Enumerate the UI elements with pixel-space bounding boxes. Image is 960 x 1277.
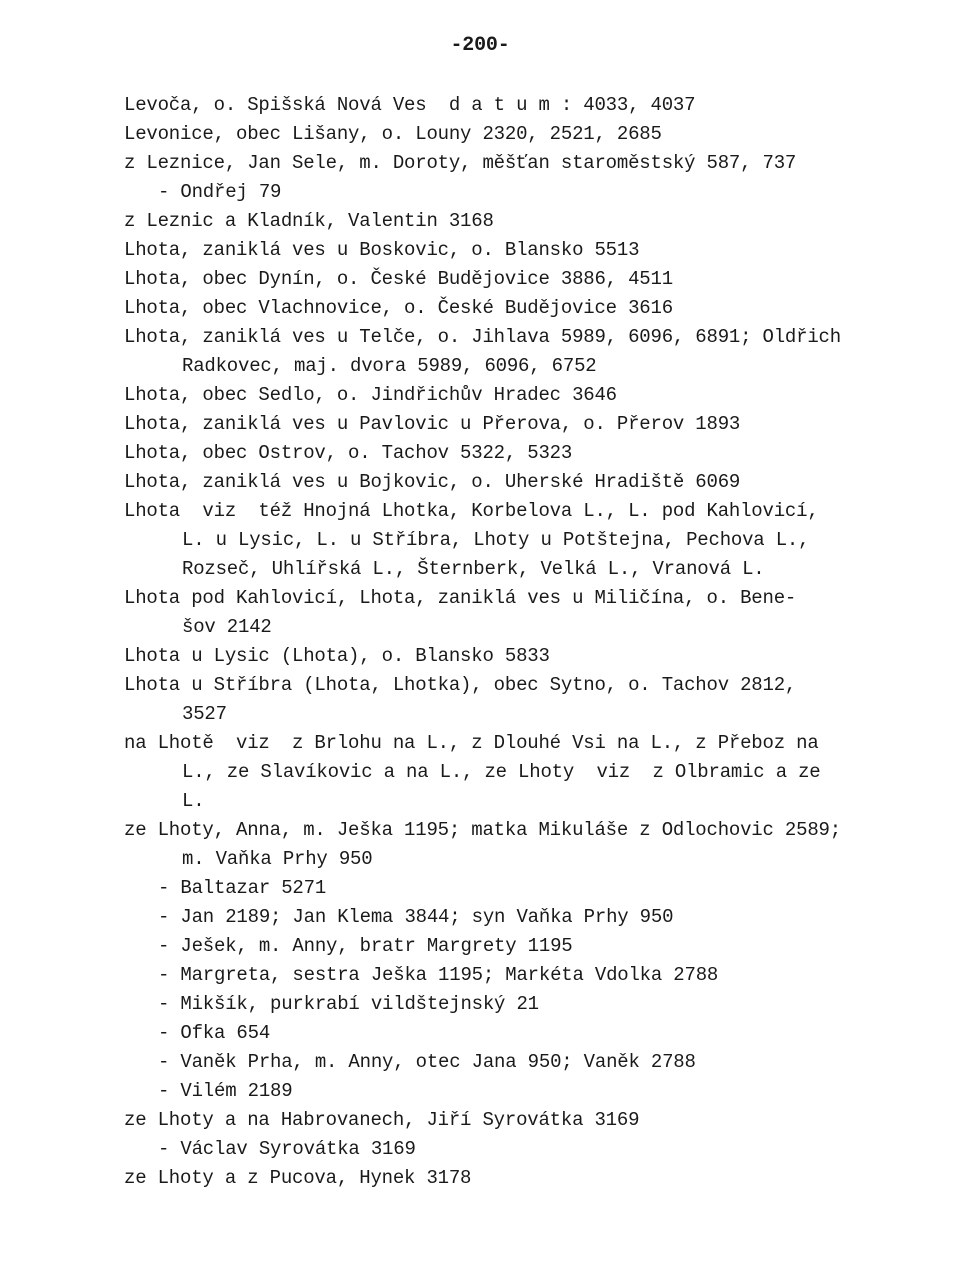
index-entry: Lhota, obec Sedlo, o. Jindřichův Hradec 3646 xyxy=(124,384,617,406)
index-entry-continuation: - Ondřej 79 xyxy=(158,181,282,203)
index-entry: na Lhotě viz z Brlohu na L., z Dlouhé Vsi na L., z Přeboz na xyxy=(124,732,819,754)
index-entry: Lhota pod Kahlovicí, Lhota, zaniklá ves u Miličína, o. Bene- xyxy=(124,587,797,609)
index-entry: Lhota, zaniklá ves u Pavlovic u Přerova, o. Přerov 1893 xyxy=(124,413,741,435)
index-entry-continuation: - Václav Syrovátka 3169 xyxy=(158,1138,416,1160)
index-entry: Lhota, zaniklá ves u Boskovic, o. Blansko 5513 xyxy=(124,239,640,261)
index-entry-continuation: - Ofka 654 xyxy=(158,1022,271,1044)
index-entry-continuation: - Vaněk Prha, m. Anny, otec Jana 950; Vaněk 2788 xyxy=(158,1051,696,1073)
index-entry-continuation: šov 2142 xyxy=(182,616,272,638)
index-entries xyxy=(124,91,904,1193)
index-entry: Lhota, obec Ostrov, o. Tachov 5322, 5323 xyxy=(124,442,573,464)
index-entry: Lhota, zaniklá ves u Telče, o. Jihlava 5989, 6096, 6891; Oldřich xyxy=(124,326,841,348)
index-entry-continuation: Rozseč, Uhlířská L., Šternberk, Velká L., Vranová L. xyxy=(182,558,765,580)
index-entry: Lhota, zaniklá ves u Bojkovic, o. Uherské Hradiště 6069 xyxy=(124,471,741,493)
index-entry-continuation: - Vilém 2189 xyxy=(158,1080,293,1102)
index-entry: z Leznice, Jan Sele, m. Doroty, měšťan staroměstský 587, 737 xyxy=(124,152,797,174)
index-entry-continuation: - Jan 2189; Jan Klema 3844; syn Vaňka Prhy 950 xyxy=(158,906,674,928)
index-entry-continuation: - Baltazar 5271 xyxy=(158,877,327,899)
index-entry-continuation: m. Vaňka Prhy 950 xyxy=(182,848,373,870)
index-entry: Lhota u Lysic (Lhota), o. Blansko 5833 xyxy=(124,645,550,667)
index-entry: Lhota u Stříbra (Lhota, Lhotka), obec Sytno, o. Tachov 2812, xyxy=(124,674,797,696)
index-entry-continuation: L., ze Slavíkovic a na L., ze Lhoty viz z Olbramic a ze xyxy=(182,761,821,783)
index-entry: Lhota, obec Dynín, o. České Budějovice 3886, 4511 xyxy=(124,268,673,290)
index-entry-continuation: 3527 xyxy=(182,703,227,725)
index-entry: Levonice, obec Lišany, o. Louny 2320, 2521, 2685 xyxy=(124,123,662,145)
index-entry: Lhota, obec Vlachnovice, o. České Budějovice 3616 xyxy=(124,297,673,319)
index-entry-continuation: - Mikšík, purkrabí vildštejnský 21 xyxy=(158,993,539,1015)
index-entry-continuation: Radkovec, maj. dvora 5989, 6096, 6752 xyxy=(182,355,597,377)
page-number: -200- xyxy=(450,34,510,57)
index-entry: ze Lhoty a na Habrovanech, Jiří Syrovátka 3169 xyxy=(124,1109,640,1131)
index-entry: Levoča, o. Spišská Nová Ves d a t u m : 4033, 4037 xyxy=(124,94,696,116)
index-entry-continuation: - Ješek, m. Anny, bratr Margrety 1195 xyxy=(158,935,573,957)
index-entry-continuation: L. xyxy=(182,790,205,812)
index-entry-continuation: - Margreta, sestra Ješka 1195; Markéta Vdolka 2788 xyxy=(158,964,719,986)
index-entry: ze Lhoty, Anna, m. Ješka 1195; matka Mikuláše z Odlochovic 2589; xyxy=(124,819,841,841)
index-entry: ze Lhoty a z Pucova, Hynek 3178 xyxy=(124,1167,472,1189)
index-entry: Lhota viz též Hnojná Lhotka, Korbelova L., L. pod Kahlovicí, xyxy=(124,500,819,522)
index-entry: z Leznic a Kladník, Valentin 3168 xyxy=(124,210,494,232)
index-entry-continuation: L. u Lysic, L. u Stříbra, Lhoty u Potštejna, Pechova L., xyxy=(182,529,810,551)
